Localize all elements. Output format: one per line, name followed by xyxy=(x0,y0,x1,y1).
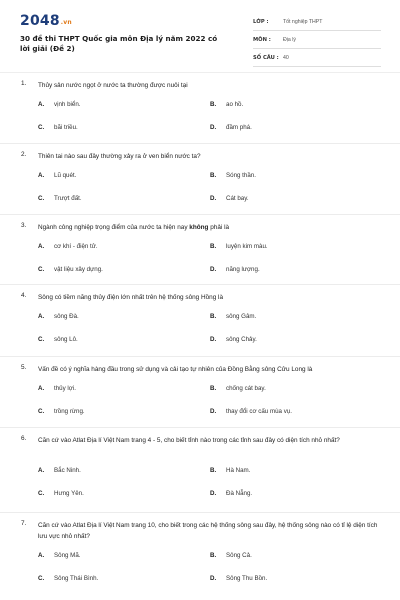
question-separator xyxy=(0,143,400,144)
option-letter: C. xyxy=(38,336,45,343)
answer-option-d[interactable] xyxy=(210,490,360,500)
question-text-part: Thủy sản nước ngọt ở nước ta thường được nuôi tại xyxy=(38,82,188,89)
answer-option-b[interactable] xyxy=(210,101,360,111)
answer-option-c[interactable] xyxy=(38,124,188,134)
option-text: vật liệu xây dựng. xyxy=(54,266,103,273)
question-text-part: Ngành công nghiệp trọng điểm của nước ta hiện nay xyxy=(38,224,190,231)
answer-option-c[interactable] xyxy=(38,336,188,346)
answer-option-c[interactable] xyxy=(38,408,188,418)
answer-option-c[interactable] xyxy=(38,490,188,500)
option-letter: B. xyxy=(210,101,217,108)
option-text: chống cát bay. xyxy=(226,385,266,392)
option-text: Bắc Ninh. xyxy=(54,467,81,474)
question-head xyxy=(0,292,400,302)
option-letter: C. xyxy=(38,195,45,202)
answer-option-d[interactable] xyxy=(210,575,360,585)
question-text xyxy=(38,364,383,375)
option-letter: B. xyxy=(210,172,217,179)
answer-option-c[interactable] xyxy=(38,195,188,205)
option-letter: B. xyxy=(210,385,217,392)
question-head xyxy=(0,80,400,90)
answer-option-a[interactable] xyxy=(38,243,188,253)
option-text: đầm phá. xyxy=(226,124,252,131)
question-number: 3. xyxy=(21,222,27,229)
question-text-part: Thiên tai nào sau đây thường xảy ra ở ven biển nước ta? xyxy=(38,153,201,160)
option-text: năng lượng. xyxy=(226,266,260,273)
question-head xyxy=(0,222,400,232)
exam-header xyxy=(0,0,400,92)
answer-option-a[interactable] xyxy=(38,467,188,477)
question-item xyxy=(0,435,400,497)
question-text-emphasis: không xyxy=(189,224,209,231)
answer-option-d[interactable] xyxy=(210,266,360,276)
question-number: 1. xyxy=(21,80,27,87)
option-letter: D. xyxy=(210,266,217,273)
question-head xyxy=(0,151,400,161)
question-text-part: phải là xyxy=(208,224,230,231)
answer-option-b[interactable] xyxy=(210,467,360,477)
question-number: 4. xyxy=(21,292,27,299)
option-text: Sông Mã. xyxy=(54,552,81,559)
option-text: cơ khí - điện tử. xyxy=(54,243,98,250)
option-letter: B. xyxy=(210,552,217,559)
question-text-part: Sông có tiềm năng thủy điện lớn nhất trên hệ thống sông Hồng là xyxy=(38,294,224,301)
option-text: Lũ quét. xyxy=(54,172,77,179)
answer-option-b[interactable] xyxy=(210,552,360,562)
option-text: sông Lô. xyxy=(54,336,78,343)
question-text xyxy=(38,435,383,446)
question-separator xyxy=(0,512,400,513)
option-letter: C. xyxy=(38,575,45,582)
question-separator xyxy=(0,214,400,215)
option-letter: A. xyxy=(38,467,45,474)
option-letter: D. xyxy=(210,490,217,497)
question-text xyxy=(38,520,383,542)
option-letter: D. xyxy=(210,575,217,582)
meta-row-count xyxy=(253,49,381,67)
option-text: Sông Thu Bồn. xyxy=(226,575,268,582)
option-letter: D. xyxy=(210,124,217,131)
answer-option-b[interactable] xyxy=(210,385,360,395)
question-text-part: Căn cứ vào Atlat Địa lí Việt Nam trang 10, cho biết trong các hệ thống sông sau đây, hệ thống sông nào có tỉ lệ diện tích lưu vực nhỏ nhất? xyxy=(38,522,378,540)
option-text: luyện kim màu. xyxy=(226,243,268,250)
question-number: 5. xyxy=(21,364,27,371)
answer-option-a[interactable] xyxy=(38,313,188,323)
option-text: thay đổi cơ cấu mùa vụ. xyxy=(226,408,292,415)
question-item xyxy=(0,364,400,415)
option-text: Sông Cả. xyxy=(226,552,252,559)
option-text: Cát bay. xyxy=(226,195,249,202)
question-head xyxy=(0,520,400,540)
question-text xyxy=(38,151,383,162)
site-logo[interactable]: 2048.vn xyxy=(20,13,72,29)
question-item xyxy=(0,80,400,131)
question-text xyxy=(38,292,383,303)
answer-option-b[interactable] xyxy=(210,243,360,253)
option-letter: B. xyxy=(210,313,217,320)
option-text: bãi triều. xyxy=(54,124,78,131)
exam-meta xyxy=(253,13,381,67)
answer-option-d[interactable] xyxy=(210,195,360,205)
option-text: thủy lợi. xyxy=(54,385,76,392)
question-separator xyxy=(0,427,400,428)
meta-row-subject xyxy=(253,31,381,49)
header-divider xyxy=(0,72,400,73)
question-number: 6. xyxy=(21,435,27,442)
option-text: Hưng Yên. xyxy=(54,490,84,497)
option-text: Sông Thái Bình. xyxy=(54,575,99,582)
question-separator xyxy=(0,356,400,357)
option-letter: B. xyxy=(210,243,217,250)
question-item xyxy=(0,520,400,582)
answer-option-c[interactable] xyxy=(38,266,188,276)
meta-key: MÔN : xyxy=(253,36,271,43)
option-text: sông Đà. xyxy=(54,313,79,320)
question-item xyxy=(0,151,400,202)
question-item xyxy=(0,222,400,273)
answer-option-d[interactable] xyxy=(210,408,360,418)
option-text: Hà Nam. xyxy=(226,467,251,474)
answer-option-d[interactable] xyxy=(210,124,360,134)
option-letter: D. xyxy=(210,336,217,343)
question-text xyxy=(38,222,383,233)
option-letter: D. xyxy=(210,408,217,415)
question-item xyxy=(0,292,400,343)
answer-option-b[interactable] xyxy=(210,313,360,323)
question-text xyxy=(38,80,383,91)
answer-option-d[interactable] xyxy=(210,336,360,346)
question-separator xyxy=(0,284,400,285)
option-text: sông Chảy. xyxy=(226,336,257,343)
answer-option-a[interactable] xyxy=(38,101,188,111)
question-number: 2. xyxy=(21,151,27,158)
option-letter: D. xyxy=(210,195,217,202)
option-letter: C. xyxy=(38,124,45,131)
option-letter: A. xyxy=(38,313,45,320)
question-text-part: Vấn đề có ý nghĩa hàng đầu trong sử dụng và cải tạo tự nhiên của Đồng Bằng sông Cửu Long là xyxy=(38,366,313,373)
question-text-part: Căn cứ vào Atlat Địa lí Việt Nam trang 4 - 5, cho biết tỉnh nào trong các tỉnh sau đây có diện tích nhỏ nhất? xyxy=(38,437,340,444)
option-text: ao hồ. xyxy=(226,101,244,108)
question-head xyxy=(0,364,400,374)
answer-option-b[interactable] xyxy=(210,172,360,182)
option-letter: A. xyxy=(38,101,45,108)
option-text: Đà Nẵng. xyxy=(226,490,253,497)
option-text: Trượt đất. xyxy=(54,195,82,202)
option-text: Sóng thần. xyxy=(226,172,256,179)
meta-key: SỐ CÂU : xyxy=(253,54,279,61)
question-number: 7. xyxy=(21,520,27,527)
answer-option-c[interactable] xyxy=(38,575,188,585)
meta-row-class xyxy=(253,13,381,31)
meta-value: 40 xyxy=(283,54,289,61)
answer-option-a[interactable] xyxy=(38,385,188,395)
option-letter: A. xyxy=(38,385,45,392)
option-letter: A. xyxy=(38,552,45,559)
meta-value: Địa lý xyxy=(283,36,296,43)
option-letter: C. xyxy=(38,408,45,415)
option-text: trồng rừng. xyxy=(54,408,85,415)
option-letter: B. xyxy=(210,467,217,474)
meta-value: Tốt nghiệp THPT xyxy=(283,18,323,25)
exam-title: 30 đề thi THPT Quốc gia môn Địa lý năm 2022 có lời giải (Đề 2) xyxy=(20,34,218,53)
question-head xyxy=(0,435,400,445)
option-letter: A. xyxy=(38,172,45,179)
option-letter: C. xyxy=(38,266,45,273)
option-letter: A. xyxy=(38,243,45,250)
option-text: vịnh biển. xyxy=(54,101,81,108)
answer-option-a[interactable] xyxy=(38,552,188,562)
option-text: sông Gâm. xyxy=(226,313,257,320)
answer-option-a[interactable] xyxy=(38,172,188,182)
option-letter: C. xyxy=(38,490,45,497)
meta-key: LỚP : xyxy=(253,18,269,25)
